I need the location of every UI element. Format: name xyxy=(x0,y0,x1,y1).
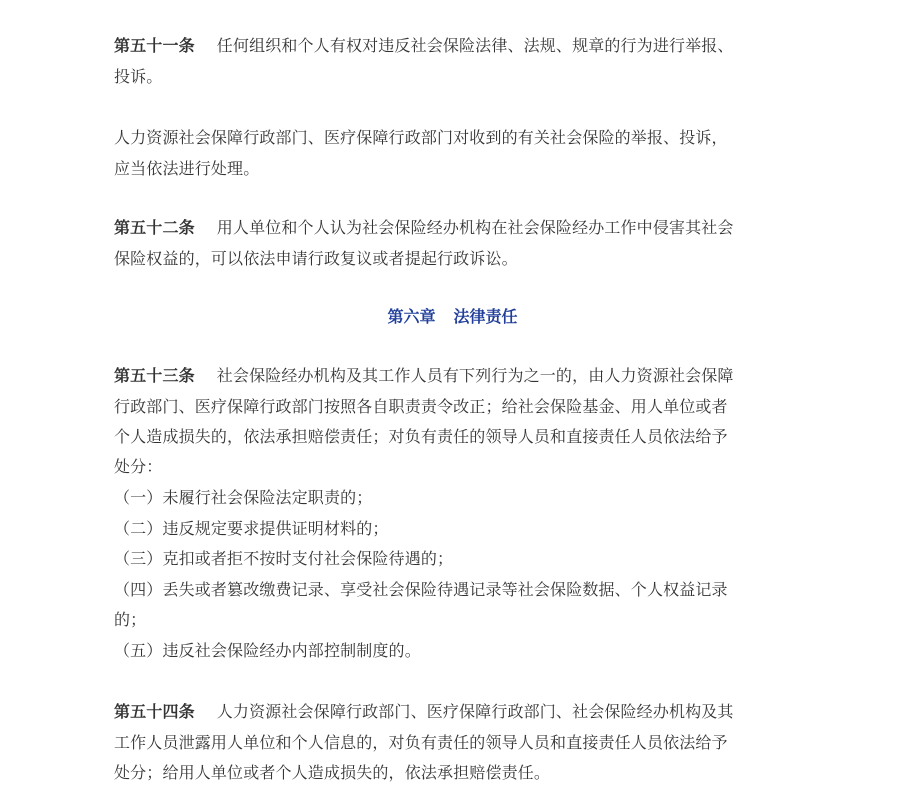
article-53-item-4-cont xyxy=(114,604,146,635)
article-53-label: 第五十三条 xyxy=(114,366,195,385)
article-53-item-2 xyxy=(114,513,389,544)
chapter-number: 第六章 xyxy=(387,307,436,326)
list-item: 的； xyxy=(114,610,147,629)
list-item: （二）违反规定要求提供证明材料的； xyxy=(114,519,389,538)
article-53-text-4: 处分： xyxy=(114,457,163,476)
article-52-line-1 xyxy=(114,212,734,243)
list-item: （一）未履行社会保险法定职责的； xyxy=(114,488,373,507)
article-54-line-2 xyxy=(114,727,728,758)
list-item: （三）克扣或者拒不按时支付社会保险待遇的； xyxy=(114,549,454,568)
article-51-para-2-text-1: 人力资源社会保障行政部门、医疗保障行政部门对收到的有关社会保险的举报、投诉， xyxy=(114,128,728,147)
article-51-para-2-text-2: 应当依法进行处理。 xyxy=(114,159,260,178)
article-53-item-3 xyxy=(114,543,453,574)
article-51-line-2 xyxy=(114,61,162,92)
article-52-label: 第五十二条 xyxy=(114,218,195,237)
article-53-line-1 xyxy=(114,360,734,391)
article-53-item-1 xyxy=(114,482,372,513)
article-51-line-1 xyxy=(114,30,734,61)
article-53-line-4 xyxy=(114,451,162,482)
article-51-para-2-line-2 xyxy=(114,153,259,184)
article-54-line-1 xyxy=(114,696,734,727)
article-54-text-3: 处分；给用人单位或者个人造成损失的，依法承担赔偿责任。 xyxy=(114,763,551,782)
article-52-text-2: 保险权益的，可以依法申请行政复议或者提起行政诉讼。 xyxy=(114,249,518,268)
chapter-title: 法律责任 xyxy=(453,307,518,326)
chapter-heading xyxy=(0,301,905,332)
article-52-text-1: 用人单位和个人认为社会保险经办机构在社会保险经办工作中侵害其社会 xyxy=(216,218,734,237)
list-item: （五）违反社会保险经办内部控制制度的。 xyxy=(114,641,421,660)
article-53-item-5 xyxy=(114,635,421,666)
article-54-line-3 xyxy=(114,757,550,788)
article-51-label: 第五十一条 xyxy=(114,36,195,55)
article-53-text-3: 个人造成损失的，依法承担赔偿责任；对负有责任的领导人员和直接责任人员依法给予 xyxy=(114,427,728,446)
article-51-text-1: 任何组织和个人有权对违反社会保险法律、法规、规章的行为进行举报、 xyxy=(216,36,734,55)
article-51-para-2-line-1 xyxy=(114,122,728,153)
article-51-text-2: 投诉。 xyxy=(114,67,163,86)
article-53-text-2: 行政部门、医疗保障行政部门按照各自职责责令改正；给社会保险基金、用人单位或者 xyxy=(114,397,728,416)
article-52-line-2 xyxy=(114,243,518,274)
article-53-line-2 xyxy=(114,391,728,422)
article-53-item-4 xyxy=(114,574,728,605)
article-53-line-3 xyxy=(114,421,728,452)
article-54-text-2: 工作人员泄露用人单位和个人信息的，对负有责任的领导人员和直接责任人员依法给予 xyxy=(114,733,728,752)
article-54-text-1: 人力资源社会保障行政部门、医疗保障行政部门、社会保险经办机构及其 xyxy=(216,702,734,721)
article-54-label: 第五十四条 xyxy=(114,702,195,721)
list-item: （四）丢失或者篡改缴费记录、享受社会保险待遇记录等社会保险数据、个人权益记录 xyxy=(114,580,728,599)
article-53-text-1: 社会保险经办机构及其工作人员有下列行为之一的，由人力资源社会保障 xyxy=(216,366,734,385)
